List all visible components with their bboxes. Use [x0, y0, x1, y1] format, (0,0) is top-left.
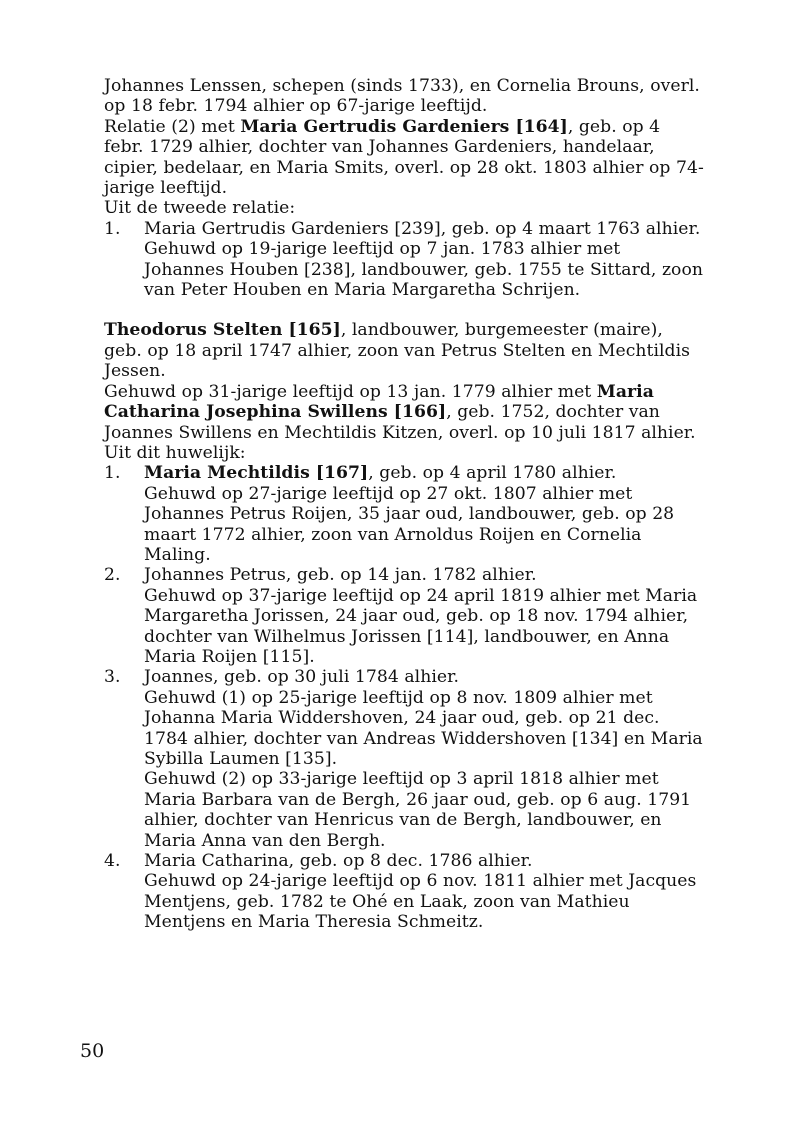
- list-item-number: 1.: [104, 218, 121, 239]
- child-marriage: Gehuwd op 27-jarige leeftijd op 27 okt. 1807 alhier met Johannes Petrus Roijen, 35 jaar oud, landbouwer, geb. op 28 maart 1772 alhier, zoon van Arnoldus Roijen en Cornelia Maling.: [144, 483, 675, 565]
- list-item: [104, 667, 704, 851]
- child-marriage: Gehuwd op 37-jarige leeftijd op 24 april 1819 alhier met Maria Margaretha Jorissen, 24 jaar oud, geb. op 18 nov. 1794 alhier, dochter van Wilhelmus Jorissen [114], landbouwer, en Anna Maria Roijen [115].: [144, 585, 698, 667]
- child-text: Johannes Petrus, geb. op 14 jan. 1782 alhier.: [144, 565, 537, 586]
- list-item: [104, 565, 704, 667]
- list-item-number: 3.: [104, 667, 121, 688]
- list-item-number: 4.: [104, 851, 121, 872]
- relation-2-name: Maria Gertrudis Gardeniers [164]: [240, 116, 568, 137]
- page-body: [104, 76, 704, 933]
- child-details: , geb. op 4 april 1780 alhier.: [368, 463, 617, 484]
- list-item-number: 1.: [104, 463, 121, 484]
- family-head-paragraph: [104, 320, 704, 381]
- family-marriage-paragraph: [104, 382, 704, 443]
- relation-2-paragraph: [104, 117, 704, 199]
- child-marriage: Gehuwd op 24-jarige leeftijd op 6 nov. 1811 alhier met Jacques Mentjens, geb. 1782 te Ohé en Laak, zoon van Mathieu Mentjens en Maria Theresia Schmeitz.: [144, 871, 697, 933]
- child-marriage: Gehuwd op 19-jarige leeftijd op 7 jan. 1783 alhier met Johannes Houben [238], landbouwer, geb. 1755 te Sittard, zoon van Peter Houben en Maria Margaretha Schrijen.: [144, 239, 703, 301]
- child-marriage: Gehuwd (2) op 33-jarige leeftijd op 3 april 1818 alhier met Maria Barbara van de Bergh, 26 jaar oud, geb. op 6 aug. 1791 alhier, dochter van Henricus van de Bergh, landbouwer, en Maria Anna van den Bergh.: [144, 769, 692, 851]
- child-marriage: Gehuwd (1) op 25-jarige leeftijd op 8 nov. 1809 alhier met Johanna Maria Widdershoven, 24 jaar oud, geb. op 21 dec. 1784 alhier, dochter van Andreas Widdershoven [134] en Maria Sybilla Laumen [135].: [144, 687, 703, 769]
- child-name: Maria Mechtildis [167]: [144, 463, 369, 484]
- family-head-name: Theodorus Stelten [165]: [104, 320, 341, 341]
- child-text: Joannes, geb. op 30 juli 1784 alhier.: [144, 667, 459, 688]
- list-item-number: 2.: [104, 565, 121, 586]
- list-item: [104, 463, 704, 565]
- family-head-details: , landbouwer, burgemeester (maire), geb. op 18 april 1747 alhier, zoon van Petrus Stelten en Mechtildis Jessen.: [104, 320, 691, 382]
- page-number: 50: [80, 1040, 105, 1062]
- child-text: Maria Catharina, geb. op 8 dec. 1786 alhier.: [144, 851, 533, 872]
- intro-continuation: Johannes Lenssen, schepen (sinds 1733), en Cornelia Brouns, overl. op 18 febr. 1794 alhier op 67-jarige leeftijd.: [104, 76, 700, 117]
- family-marriage-details: , geb. 1752, dochter van Joannes Swillens en Mechtildis Kitzen, overl. op 10 juli 1817 alhier.: [104, 402, 696, 443]
- list-item: [104, 219, 704, 301]
- list-item: [104, 851, 704, 933]
- spacer: [104, 300, 704, 320]
- family-marriage-prefix: Gehuwd op 31-jarige leeftijd op 13 jan. 1779 alhier met: [104, 381, 597, 402]
- child-text: [144, 463, 704, 483]
- children-heading-1: Uit de tweede relatie:: [104, 198, 296, 219]
- children-heading-2: Uit dit huwelijk:: [104, 442, 246, 463]
- spouse-name: Maria Catharina Josephina Swillens [166]: [104, 381, 654, 423]
- child-text: Maria Gertrudis Gardeniers [239], geb. op 4 maart 1763 alhier.: [144, 218, 701, 239]
- relation-2-details: , geb. op 4 febr. 1729 alhier, dochter van Johannes Gardeniers, handelaar, cipier, bedelaar, en Maria Smits, overl. op 28 okt. 1803 alhier op 74-jarige leeftijd.: [104, 116, 704, 199]
- relation-2-prefix: Relatie (2) met: [104, 116, 241, 137]
